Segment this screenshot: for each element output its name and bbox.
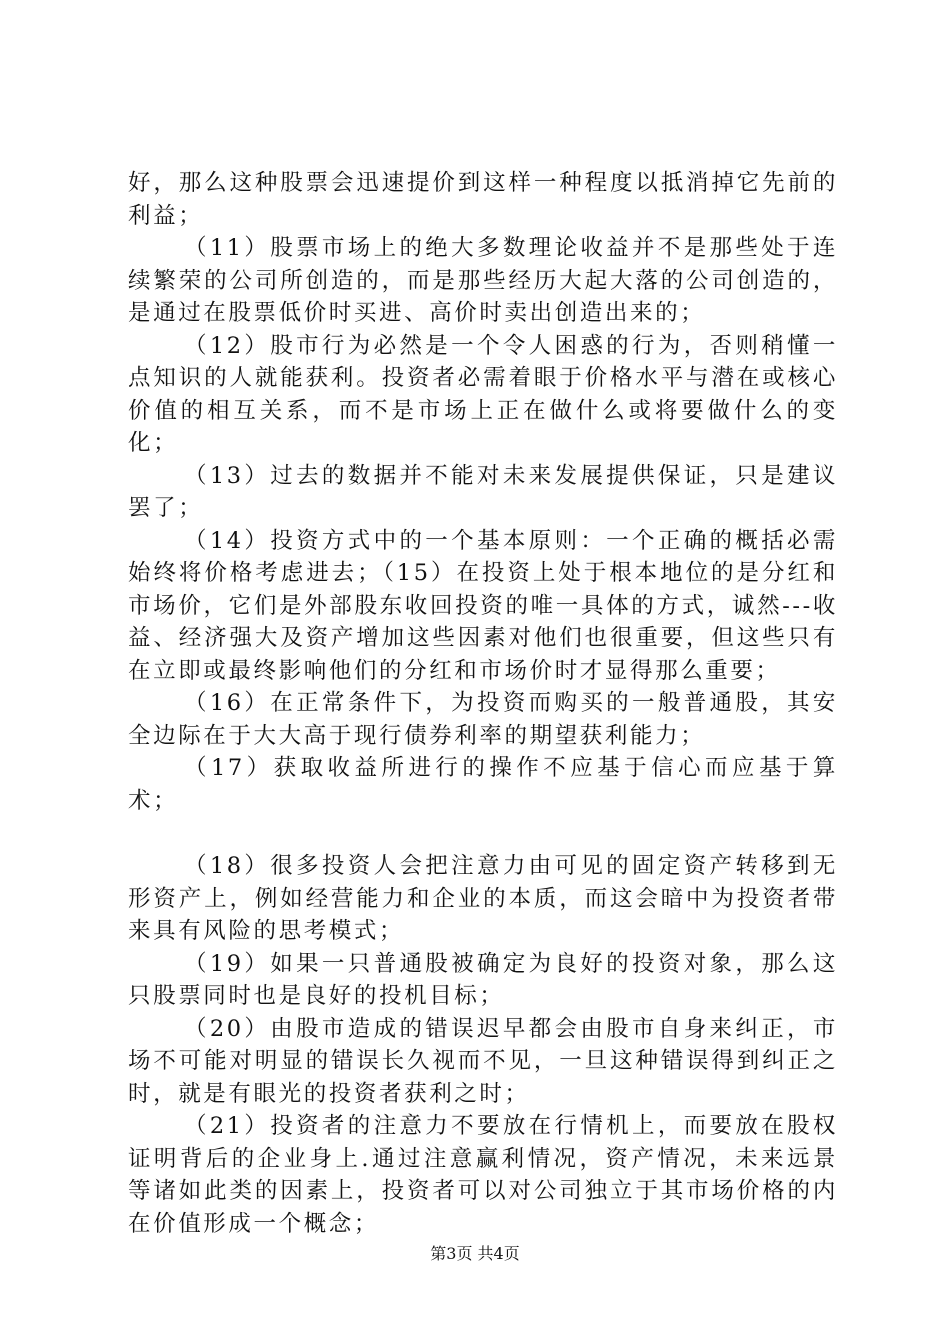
paragraph-18: （18）很多投资人会把注意力由可见的固定资产转移到无形资产上，例如经营能力和企业的本质，而这会暗中为投资者带来具有风险的思考模式； — [128, 853, 838, 944]
paragraph-14-15: （14）投资方式中的一个基本原则：一个正确的概括必需始终将价格考虑进去；（15）在投资上处于根本地位的是分红和市场价，它们是外部股东收回投资的唯一具体的方式，诚然---收益、经济强大及资产增加这些因素对他们也很重要，但这些只有在立即或最终影响他们的分红和市场价时才显得那么重要； — [128, 527, 838, 684]
paragraph-12: （12）股市行为必然是一个令人困惑的行为，否则稍懂一点知识的人就能获利。投资者必需着眼于价格水平与潜在或核心价值的相互关系，而不是市场上正在做什么或将要做什么的变化； — [128, 332, 838, 456]
paragraph-16: （16）在正常条件下，为投资而购买的一般普通股，其安全边际在于大大高于现行债券利率的期望获利能力； — [128, 690, 838, 749]
paragraph-21: （21）投资者的注意力不要放在行情机上，而要放在股权证明背后的企业身上.通过注意赢利情况，资产情况，未来远景等诸如此类的因素上，投资者可以对公司独立于其市场价格的内在价值形成一个概念； — [128, 1113, 838, 1237]
paragraph-11: （11）股票市场上的绝大多数理论收益并不是那些处于连续繁荣的公司所创造的，而是那些经历大起大落的公司创造的，是通过在股票低价时买进、高价时卖出创造出来的； — [128, 235, 838, 326]
paragraph-gap — [128, 817, 838, 850]
paragraph-13: （13）过去的数据并不能对未来发展提供保证，只是建议罢了； — [128, 462, 838, 521]
paragraph-19: （19）如果一只普通股被确定为良好的投资对象，那么这只股票同时也是良好的投机目标； — [128, 950, 838, 1009]
paragraph-17: （17）获取收益所进行的操作不应基于信心而应基于算术； — [128, 755, 838, 814]
document-body — [128, 167, 838, 1240]
page-number-footer: 第3页 共4页 — [430, 1244, 520, 1263]
paragraph-continuation: 好，那么这种股票会迅速提价到这样一种程度以抵消掉它先前的利益； — [128, 170, 838, 229]
paragraph-20: （20）由股市造成的错误迟早都会由股市自身来纠正，市场不可能对明显的错误长久视而不见，一旦这种错误得到纠正之时，就是有眼光的投资者获利之时； — [128, 1015, 838, 1107]
